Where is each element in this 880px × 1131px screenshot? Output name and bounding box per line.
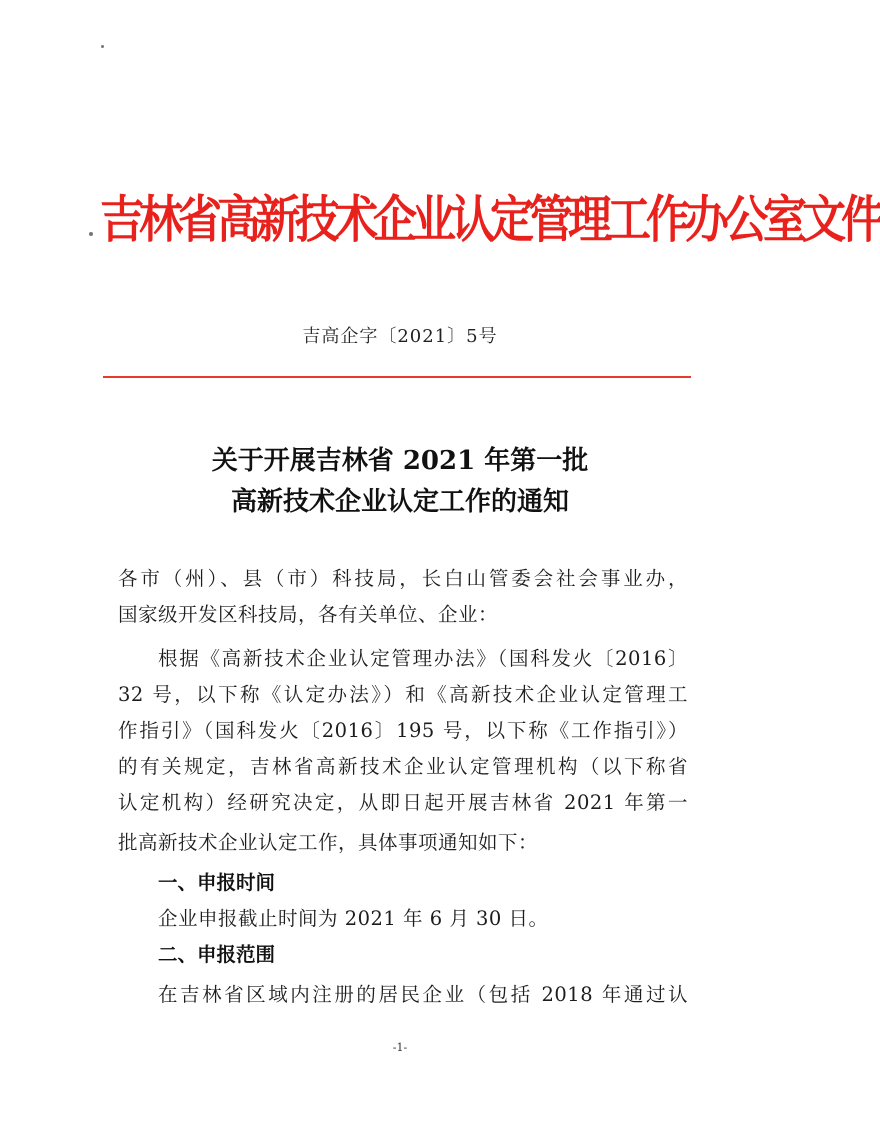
intro-line-1: 根据《高新技术企业认定管理办法》（国科发火〔2016〕 <box>158 647 688 670</box>
intro-line-2: 32 号，以下称《认定办法》）和《高新技术企业认定管理工 <box>118 683 688 706</box>
document-number: 吉高企字〔2021〕5号 <box>302 326 498 347</box>
section-1-text: 企业申报截止时间为 2021 年 6 月 30 日。 <box>158 907 549 930</box>
scan-speck <box>89 232 93 236</box>
addressee-line-2: 国家级开发区科技局，各有关单位、企业： <box>118 603 499 626</box>
intro-line-5: 认定机构）经研究决定，从即日起开展吉林省 2021 年第一 <box>118 791 688 814</box>
scan-speck <box>101 45 104 48</box>
intro-line-4: 的有关规定，吉林省高新技术企业认定管理机构（以下称省 <box>118 755 688 778</box>
section-2-heading: 二、申报范围 <box>158 943 276 966</box>
addressee-line-1: 各市（州）、县（市）科技局，长白山管委会社会事业办， <box>118 567 688 590</box>
intro-line-3: 作指引》（国科发火〔2016〕195 号，以下称《工作指引》） <box>118 719 688 742</box>
notice-title-line-2: 高新技术企业认定工作的通知 <box>230 487 569 517</box>
red-separator-line <box>103 376 691 378</box>
issuer-header-title: 吉林省高新技术企业认定管理工作办公室文件 <box>100 190 880 250</box>
intro-line-6: 批高新技术企业认定工作，具体事项通知如下： <box>118 831 539 854</box>
notice-title-line-1: 关于开展吉林省 2021 年第一批 <box>211 446 589 476</box>
section-2-text: 在吉林省区域内注册的居民企业（包括 2018 年通过认 <box>158 983 688 1006</box>
page-number: -1- <box>392 1041 408 1054</box>
section-1-heading: 一、申报时间 <box>158 871 276 894</box>
